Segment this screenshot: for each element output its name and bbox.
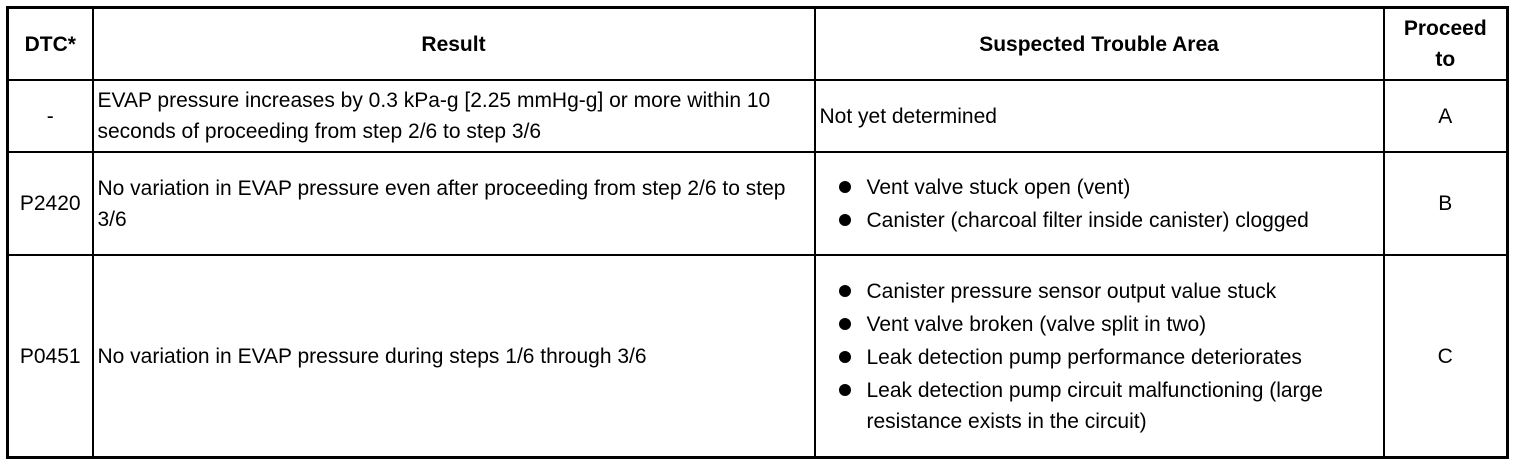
header-proceed-to-label: Proceed to bbox=[1403, 17, 1487, 71]
result-cell: No variation in EVAP pressure during steps 1/6 through 3/6 bbox=[93, 255, 815, 458]
header-dtc: DTC* bbox=[8, 8, 93, 81]
result-cell: EVAP pressure increases by 0.3 kPa-g [2.25 mmHg-g] or more within 10 seconds of proceeding from step 2/6 to step 3/6 bbox=[93, 80, 815, 152]
suspected-area-cell: Not yet determined bbox=[815, 80, 1384, 152]
suspected-area-item: Canister pressure sensor output value stuck bbox=[820, 276, 1379, 307]
dtc-code-cell: P0451 bbox=[8, 255, 93, 458]
table-row bbox=[8, 255, 1508, 458]
proceed-to-cell: A bbox=[1384, 80, 1508, 152]
dtc-table-container bbox=[6, 6, 1506, 459]
suspected-area-cell bbox=[815, 152, 1384, 255]
header-suspected-area: Suspected Trouble Area bbox=[815, 8, 1384, 81]
proceed-to-cell: B bbox=[1384, 152, 1508, 255]
table-row bbox=[8, 80, 1508, 152]
suspected-area-item: Leak detection pump performance deteriorates bbox=[820, 342, 1379, 373]
dtc-code-cell: P2420 bbox=[8, 152, 93, 255]
result-cell: No variation in EVAP pressure even after proceeding from step 2/6 to step 3/6 bbox=[93, 152, 815, 255]
suspected-area-item: Vent valve broken (valve split in two) bbox=[820, 309, 1379, 340]
suspected-area-item: Vent valve stuck open (vent) bbox=[820, 172, 1379, 203]
header-proceed-to bbox=[1384, 8, 1508, 81]
dtc-table bbox=[6, 6, 1509, 459]
suspected-area-list bbox=[820, 172, 1379, 236]
suspected-area-list bbox=[820, 276, 1379, 437]
proceed-to-cell: C bbox=[1384, 255, 1508, 458]
header-row bbox=[8, 8, 1508, 81]
suspected-area-item: Leak detection pump circuit malfunctioning (large resistance exists in the circuit) bbox=[820, 375, 1379, 437]
table-row bbox=[8, 152, 1508, 255]
header-result: Result bbox=[93, 8, 815, 81]
suspected-area-cell bbox=[815, 255, 1384, 458]
dtc-code-cell: - bbox=[8, 80, 93, 152]
suspected-area-item: Canister (charcoal filter inside canister) clogged bbox=[820, 205, 1379, 236]
